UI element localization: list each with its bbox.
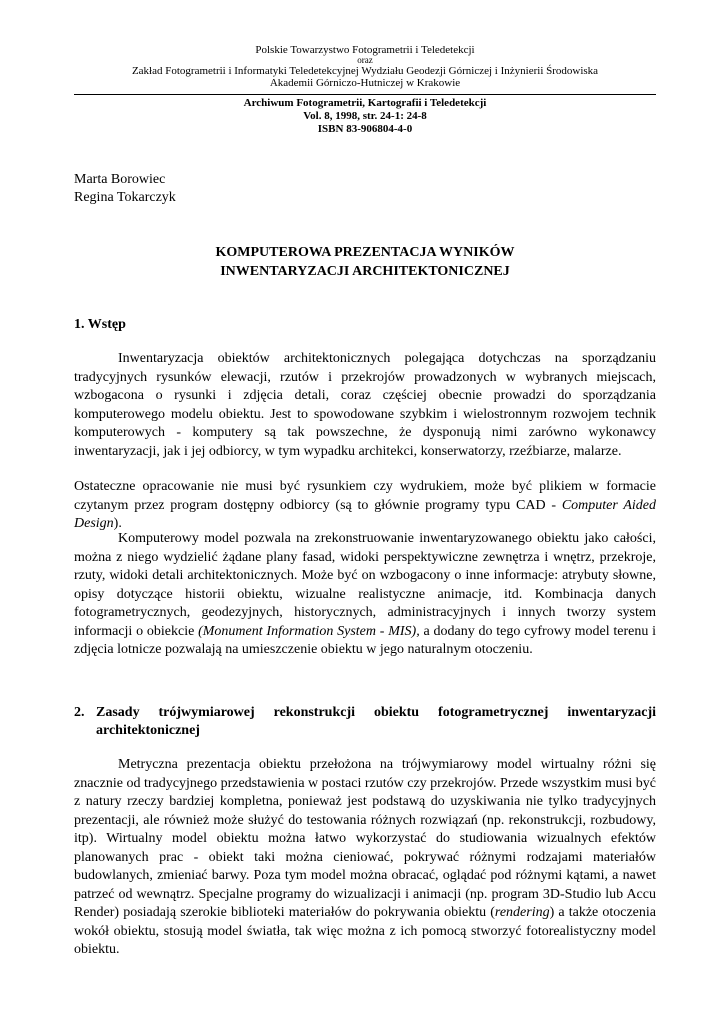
publication-info xyxy=(74,97,656,136)
header-conjunction: oraz xyxy=(357,55,373,65)
section-2-title: Zasady trójwymiarowej rekonstrukcji obiektu fotogrametrycznej inwentaryzacji architektonicznej xyxy=(96,705,656,738)
paragraph-text: Komputerowy model pozwala na zrekonstruowanie inwentaryzowanego obiektu jako całości, można z niego wydzielić żądane plany fasad, widoki perspektywiczne zewnętrza i wnętrz, przekroje, rzuty, widoki detali architektonicznych. Może być on wzbogacony o inne informacje: atrybuty słowne, opisy dotyczące historii obiektu, wizualne realistyczne animacje, itd. Kombinacja danych fotogrametrycznych, geodezyjnych, historycznych, administracyjnych i innych tworzy system informacji o obiekcie xyxy=(74,531,656,639)
paper-title xyxy=(74,243,656,281)
header-rule xyxy=(74,94,656,95)
paragraph-text: Ostateczne opracowanie nie musi być rysunkiem czy wydrukiem, może być plikiem w formacie czytanym przez program dostępny odbiorcy (są to głównie programy typu CAD - xyxy=(74,479,656,513)
header-academy: Akademii Górniczo-Hutniczej w Krakowie xyxy=(269,77,461,89)
paragraph-text-end: ) a także otoczenia wokół obiektu, stosują model światła, tak więc można z ich pomocą stworzyć fotorealistyczny model obiektu. xyxy=(74,905,656,957)
author-name: Regina Tokarczyk xyxy=(74,190,176,205)
header-society: Polskie Towarzystwo Fotogrametrii i Teledetekcji xyxy=(255,44,475,56)
author-name: Marta Borowiec xyxy=(74,172,166,187)
title-line: INWENTARYZACJI ARCHITEKTONICZNEJ xyxy=(220,264,510,279)
section-1-paragraph-2 xyxy=(74,478,656,534)
paragraph-text: Metryczna prezentacja obiektu przełożona na trójwymiarowy model wirtualny różni się znacznie od tradycyjnego przedstawienia w postaci rzutów czy przekrojów. Przede wszystkim musi być z natury rzeczy bardziej kompletna, ponieważ jest podstawą do uzyskiwania nie tylko tradycyjnych prezentacji, ale również może służyć do testowania różnych rozwiązań (np. rekonstrukcji, rozbudowy, itp). Wirtualny model obiektu można łatwo wykorzystać do studiowania wizualnych efektów planowanych prac - obiekt taki można cieniować, pokrywać różnymi rodzajami materiałów budowlanych, zmieniać barwy. Poza tym model można obracać, oglądać pod różnymi kątami, a nawet patrzeć od wewnątrz. Specjalne programy do wizualizacji i animacji (np. program 3D-Studio lub Accu Render) posiadają szerokie biblioteki materiałów do pokrywania obiektu ( xyxy=(74,757,656,920)
section-2-heading xyxy=(74,704,656,740)
title-line: KOMPUTEROWA PREZENTACJA WYNIKÓW xyxy=(215,245,515,260)
paragraph-italic-term: rendering xyxy=(494,905,550,920)
section-1-paragraph-1: Inwentaryzacja obiektów architektonicznych polegająca dotychczas na sporządzaniu tradycyjnych rysunków elewacji, rzutów i przekrojów prowadzonych w wybranych miejscach, wzbogacona o rysunki i zdjęcia detali, coraz częściej obecnie prowadzi do sporządzania komputerowego modelu obiektu. Jest to spowodowane szybkim i wielostronnym rozwojem technik komputerowych - komputery są tak powszechne, że dysponują nimi zarówno wykonawcy inwentaryzacji, jak i jej odbiorcy, w tym wypadku architekci, konserwatorzy, rzeźbiarze, malarze. xyxy=(74,351,656,459)
header-block xyxy=(74,44,656,89)
paragraph-text-end: ). xyxy=(113,516,122,531)
section-2-paragraph-1 xyxy=(74,756,656,960)
header-department: Zakład Fotogrametrii i Informatyki Teledetekcyjnej Wydziału Geodezji Górniczej i Inżynierii Środowiska xyxy=(131,65,599,77)
section-2-number: 2. xyxy=(74,705,85,720)
paragraph-italic-term: (Monument Information System - MIS), xyxy=(198,623,420,639)
paragraph-italic-term: Computer Aided Design xyxy=(74,497,657,531)
authors xyxy=(74,171,176,207)
paragraph-text-end: a dodany do tego cyfrowy model terenu i zdjęcia lotnicze pozwalają na umieszczenie obiektu w jego naturalnym otoczeniu. xyxy=(74,623,657,657)
journal-name: Archiwum Fotogrametrii, Kartografii i Teledetekcji xyxy=(243,97,487,109)
section-1-heading: 1. Wstęp xyxy=(74,317,126,332)
isbn: ISBN 83-906804-4-0 xyxy=(317,123,413,135)
volume-info: Vol. 8, 1998, str. 24-1: 24-8 xyxy=(303,110,427,122)
section-1-paragraph-3 xyxy=(74,530,656,660)
